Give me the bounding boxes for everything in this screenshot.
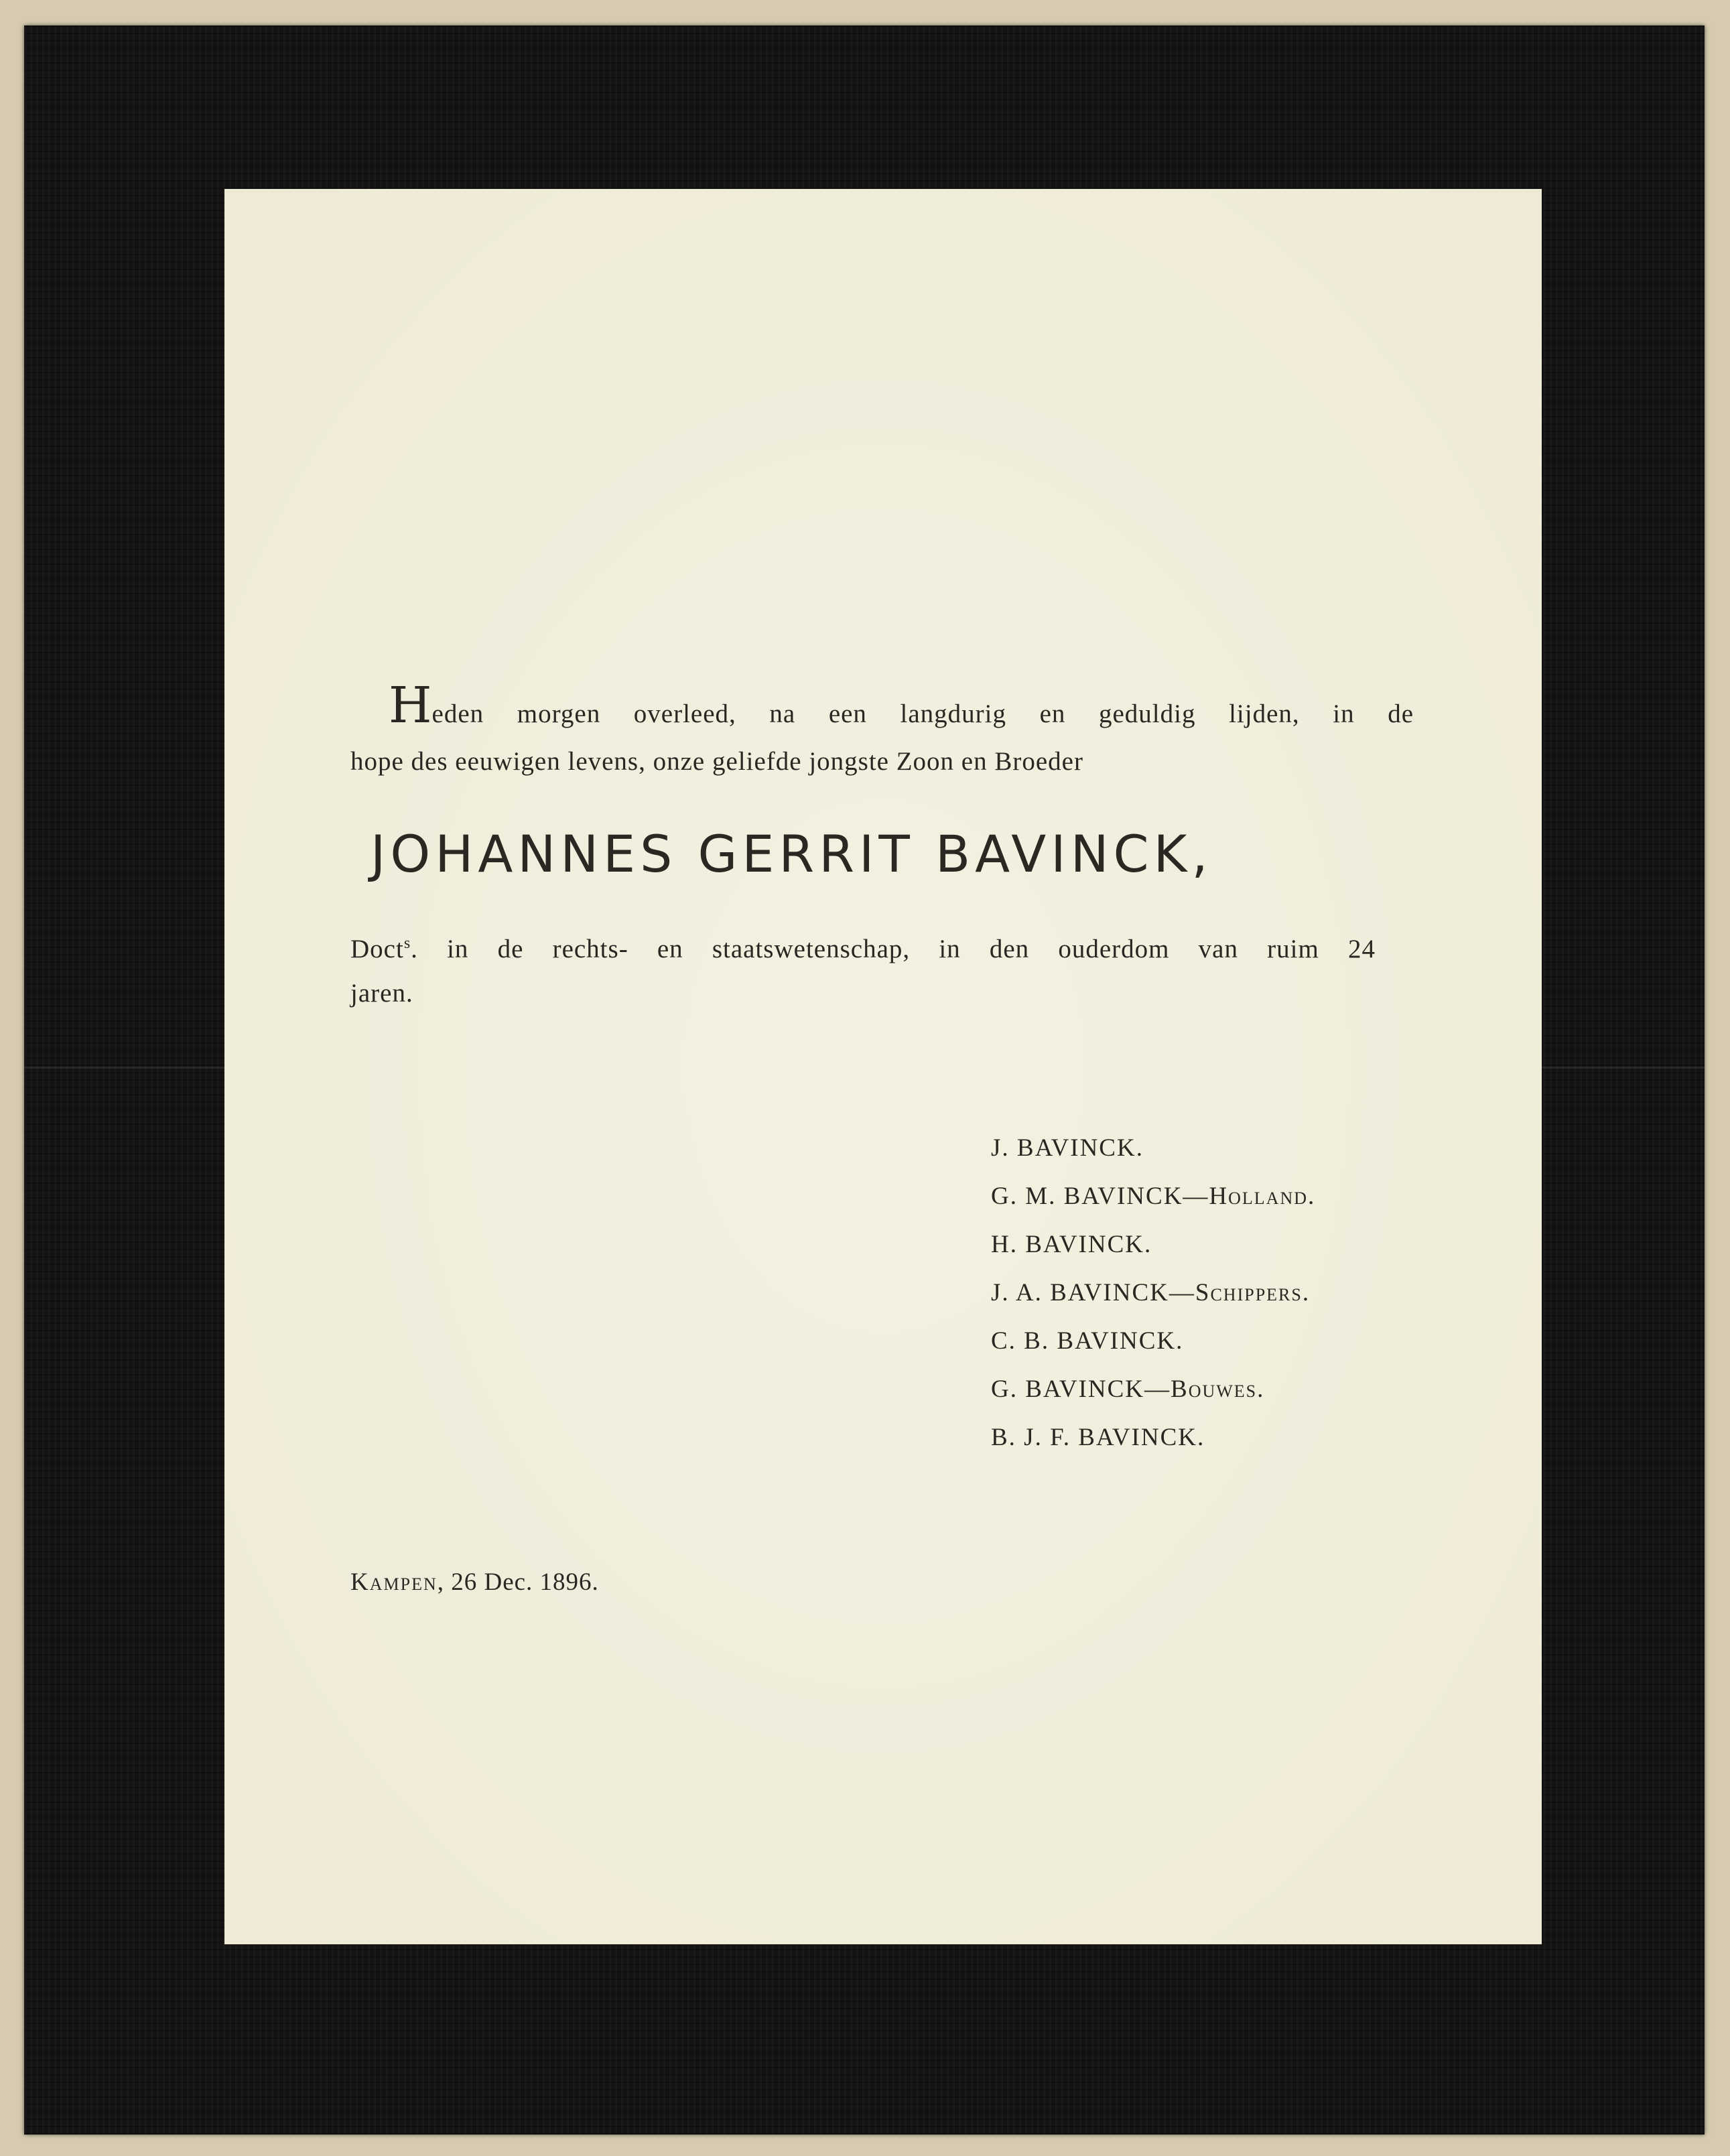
title-abbrev-text: Doct [350, 935, 404, 963]
word: rechts- [552, 935, 628, 963]
announcement-line-2: hope des eeuwigen levens, onze geliefde jongste Zoon en Broeder [350, 747, 1083, 776]
signatory-name: G. BAVINCK— [991, 1375, 1171, 1403]
signatory-6 [991, 1375, 1264, 1404]
word: 24 [1347, 935, 1376, 963]
word: staatswetenschap, [712, 935, 911, 963]
signatory-maiden-name: Schippers. [1195, 1279, 1311, 1306]
word: in [447, 935, 469, 963]
drop-cap: H [389, 677, 432, 734]
signatory-2 [991, 1182, 1315, 1211]
deceased-name: JOHANNES GERRIT BAVINCK, [371, 824, 1213, 884]
announcement-line-4: jaren. [350, 979, 413, 1008]
announcement-line-1 [389, 677, 1414, 734]
signatory-maiden-name: Bouwes. [1171, 1375, 1265, 1403]
word: een [828, 699, 867, 728]
word: de [497, 935, 524, 963]
word: ruim [1267, 935, 1319, 963]
word: van [1198, 935, 1238, 963]
title-superscript: s [403, 935, 411, 952]
announcement-line-3 [350, 934, 1376, 964]
signatory-name: J. A. BAVINCK— [991, 1279, 1195, 1306]
signatory-name: B. J. F. BAVINCK. [991, 1424, 1205, 1451]
signatory-name: C. B. BAVINCK. [991, 1327, 1184, 1355]
place: Kampen [350, 1568, 438, 1596]
word: eden [431, 699, 484, 728]
word: de [1388, 699, 1414, 728]
word: en [1039, 699, 1066, 728]
date: , 26 Dec. 1896. [437, 1568, 599, 1596]
title-abbreviation: Doct$^s$. [350, 935, 418, 963]
signatory-1 [991, 1134, 1144, 1162]
place-date [350, 1568, 599, 1597]
signatory-4 [991, 1278, 1310, 1307]
signatory-5 [991, 1327, 1183, 1355]
signatory-7 [991, 1423, 1205, 1452]
word: in [939, 935, 961, 963]
first-word [389, 677, 484, 734]
signatory-name: G. M. BAVINCK— [991, 1183, 1209, 1210]
word: den [989, 935, 1030, 963]
word: morgen [517, 699, 601, 728]
word: en [657, 935, 683, 963]
signatory-name: J. BAVINCK. [991, 1134, 1144, 1162]
word: overleed, [633, 699, 736, 728]
signatory-3 [991, 1230, 1152, 1259]
word: na [769, 699, 796, 728]
word: geduldig [1099, 699, 1196, 728]
signatory-maiden-name: Holland. [1209, 1183, 1316, 1210]
signatory-name: H. BAVINCK. [991, 1231, 1152, 1258]
word: ouderdom [1058, 935, 1170, 963]
word: in [1333, 699, 1355, 728]
word: langdurig [900, 699, 1006, 728]
paper-panel [224, 189, 1542, 1944]
word: lijden, [1229, 699, 1300, 728]
